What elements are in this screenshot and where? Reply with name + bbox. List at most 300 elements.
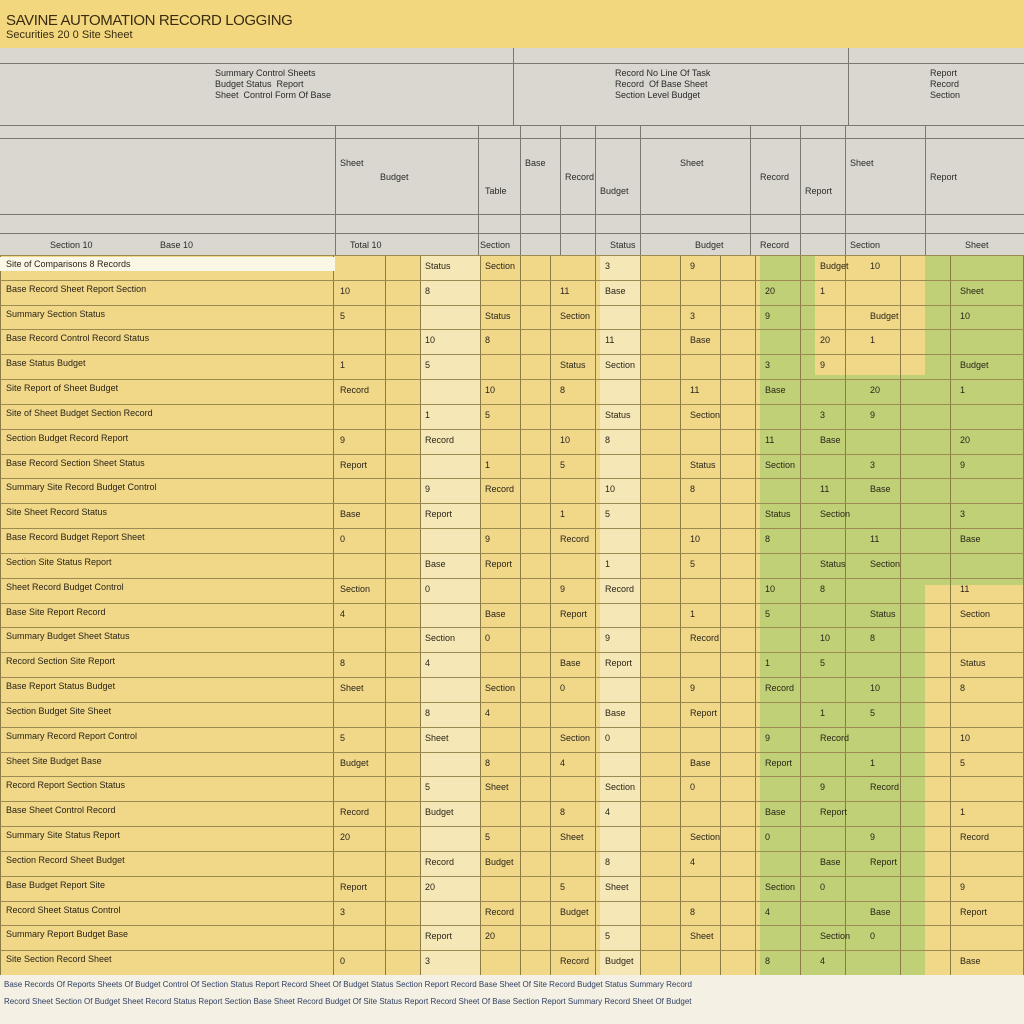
footer-notes: [0, 975, 1024, 1024]
grid-row-line: [0, 901, 1024, 902]
table-cell: 10: [340, 285, 351, 296]
table-cell: 8: [560, 385, 566, 396]
header-group-2: Record No Line Of Task Record Of Base Sheet Section Level Budget: [615, 68, 711, 100]
table-cell: 5: [425, 782, 431, 793]
table-cell: 4: [765, 906, 771, 917]
table-cell: 0: [870, 931, 876, 942]
table-cell: 9: [820, 360, 826, 371]
grid-row-line: [0, 379, 1024, 380]
table-cell: 20: [870, 385, 881, 396]
table-row-label[interactable]: Sheet Record Budget Control: [6, 581, 124, 592]
table-cell: 5: [820, 658, 826, 669]
table-cell: Report: [340, 881, 368, 892]
table-cell: Report: [560, 608, 588, 619]
table-cell: Base: [605, 707, 626, 718]
table-cell: 10: [605, 484, 616, 495]
grid-row-line: [0, 305, 1024, 306]
header-divider: [848, 48, 849, 125]
table-cell: 4: [485, 707, 491, 718]
table-cell: Base: [690, 757, 711, 768]
grid-row-line: [0, 404, 1024, 405]
grid-row-line: [0, 677, 1024, 678]
table-cell: 1: [605, 558, 611, 569]
table-cell: Section: [765, 459, 796, 470]
table-cell: 8: [340, 658, 346, 669]
table-cell: 8: [765, 956, 771, 967]
table-cell: 10: [485, 385, 496, 396]
table-cell: Record: [485, 484, 515, 495]
sub-header-label: Sheet: [965, 240, 989, 250]
document-title: SAVINE AUTOMATION RECORD LOGGING: [6, 12, 293, 29]
table-row-label[interactable]: Record Sheet Status Control: [6, 904, 121, 915]
table-cell: Base: [870, 906, 891, 917]
table-cell: Base: [560, 658, 581, 669]
table-cell: 3: [425, 956, 431, 967]
table-cell: 0: [765, 832, 771, 843]
table-cell: Base: [605, 285, 626, 296]
column-header: Budget: [600, 186, 629, 196]
table-cell: 11: [605, 335, 615, 346]
table-cell: Report: [340, 459, 368, 470]
column-header: Sheet: [340, 158, 364, 168]
table-cell: 1: [340, 360, 346, 371]
grid-column-line: [480, 255, 481, 975]
table-cell: 3: [820, 409, 826, 420]
table-row-label[interactable]: Base Sheet Control Record: [6, 805, 116, 816]
grid-column-line: [845, 255, 846, 975]
header-divider: [640, 125, 641, 255]
table-cell: Section: [690, 409, 721, 420]
table-row-label[interactable]: Base Budget Report Site: [6, 879, 106, 890]
grid-column-line: [0, 255, 1, 975]
table-cell: Record: [960, 832, 990, 843]
table-row-label[interactable]: Section Site Status Report: [6, 556, 112, 567]
table-cell: 1: [820, 285, 826, 296]
table-cell: 0: [560, 683, 566, 694]
header-rule: [0, 125, 1024, 126]
table-cell: 10: [820, 633, 831, 644]
table-cell: 5: [560, 881, 566, 892]
table-cell: Section: [560, 732, 591, 743]
table-cell: Report: [605, 658, 633, 669]
table-cell: 1: [690, 608, 696, 619]
grid-column-line: [900, 255, 901, 975]
table-row-label[interactable]: Section Budget Site Sheet: [6, 705, 112, 716]
table-cell: Record: [560, 956, 590, 967]
table-cell: 20: [340, 832, 351, 843]
table-cell: 20: [425, 881, 436, 892]
table-row-label[interactable]: Summary Record Report Control: [6, 730, 138, 741]
table-cell: 4: [560, 757, 566, 768]
footer-line-2: Record Sheet Section Of Budget Sheet Record Status Report Section Base Sheet Record Budget Of Site Status Report Record Sheet Of Base Section Report Summary Record Sheet Of Budget: [4, 997, 692, 1006]
table-cell: 4: [820, 956, 826, 967]
grid-column-line: [333, 255, 334, 975]
table-cell: Budget: [485, 856, 514, 867]
table-cell: 20: [485, 931, 496, 942]
table-cell: 0: [485, 633, 491, 644]
table-cell: Record: [485, 906, 515, 917]
column-header: Report: [805, 186, 833, 196]
table-cell: 0: [425, 583, 431, 594]
column-header: Table: [485, 186, 507, 196]
table-cell: 1: [820, 707, 826, 718]
table-cell: Budget: [425, 807, 454, 818]
table-cell: 9: [690, 261, 696, 271]
table-cell: 4: [425, 658, 431, 669]
table-cell: Status: [960, 658, 986, 669]
table-cell: Section: [485, 261, 516, 271]
table-cell: Base: [870, 484, 891, 495]
table-cell: Sheet: [560, 832, 584, 843]
table-cell: 5: [960, 757, 966, 768]
table-cell: 3: [765, 360, 771, 371]
table-cell: Record: [605, 583, 635, 594]
sub-header-label: Total 10: [350, 240, 382, 250]
table-cell: Report: [485, 558, 513, 569]
table-cell: 8: [690, 484, 696, 495]
table-cell: 1: [960, 385, 966, 396]
column-header: Report: [930, 172, 958, 182]
table-cell: 3: [605, 261, 611, 271]
table-cell: Base: [960, 956, 981, 967]
column-header: Base: [525, 158, 546, 168]
table-cell: Base: [485, 608, 506, 619]
table-cell: Status: [560, 360, 586, 371]
table-cell: 0: [340, 534, 346, 545]
table-cell: 11: [560, 285, 570, 296]
table-row-label[interactable]: Base Site Report Record: [6, 606, 106, 617]
table-cell: 9: [765, 732, 771, 743]
table-cell: 8: [690, 906, 696, 917]
table-row-label[interactable]: Summary Section Status: [6, 308, 106, 319]
table-cell: 1: [870, 757, 876, 768]
table-cell: 5: [340, 310, 346, 321]
header-divider: [335, 125, 336, 255]
sub-header-label: Section 10: [50, 240, 93, 250]
table-cell: 9: [960, 459, 966, 470]
header-group-3: Report Record Section: [930, 68, 961, 100]
footer-line-1: Base Records Of Reports Sheets Of Budget Control Of Section Status Report Record Sheet Of Budget Status Section Report Record Base Sheet Of Site Record Budget Status Summary Record: [4, 980, 692, 989]
table-cell: Section: [485, 683, 516, 694]
table-cell: 1: [425, 409, 431, 420]
table-cell: Budget: [960, 360, 989, 371]
table-cell: Status: [425, 261, 451, 271]
column-header: Sheet: [680, 158, 704, 168]
table-row-label[interactable]: Section Record Sheet Budget: [6, 854, 125, 865]
table-row-label[interactable]: Sheet Site Budget Base: [6, 755, 102, 766]
header-divider: [800, 125, 801, 255]
grid-column-line: [385, 255, 386, 975]
table-cell: Base: [690, 335, 711, 346]
document-subtitle: Securities 20 0 Site Sheet: [6, 29, 133, 41]
table-cell: 5: [485, 409, 491, 420]
table-cell: 1: [560, 509, 566, 520]
table-cell: 8: [765, 534, 771, 545]
grid-row-line: [0, 603, 1024, 604]
table-row-label[interactable]: Site Section Record Sheet: [6, 954, 112, 965]
column-header: Record: [565, 172, 595, 182]
table-cell: Report: [870, 856, 898, 867]
table-cell: 5: [425, 360, 431, 371]
table-cell: 9: [560, 583, 566, 594]
table-cell: 4: [340, 608, 346, 619]
header-rule: [0, 63, 1024, 64]
table-cell: 10: [765, 583, 776, 594]
table-cell: Report: [960, 906, 988, 917]
grid-row-line: [0, 627, 1024, 628]
grid-row-line: [0, 478, 1024, 479]
grid-row-line: [0, 429, 1024, 430]
table-row-label[interactable]: Site Report of Sheet Budget: [6, 383, 119, 394]
table-cell: 8: [560, 807, 566, 818]
table-cell: Base: [340, 509, 361, 520]
table-cell: Report: [425, 509, 453, 520]
grid-row-line: [0, 354, 1024, 355]
sub-header-label: Section: [480, 240, 511, 250]
grid-row-line: [0, 776, 1024, 777]
grid-row-line: [0, 578, 1024, 579]
table-row-label[interactable]: Site Sheet Record Status: [6, 507, 108, 518]
table-cell: Section: [765, 881, 796, 892]
table-cell: 8: [960, 683, 966, 694]
table-cell: Base: [765, 385, 786, 396]
table-cell: 4: [605, 807, 611, 818]
grid-row-line: [0, 851, 1024, 852]
table-cell: 10: [690, 534, 701, 545]
table-cell: 10: [870, 683, 881, 694]
table-cell: 9: [340, 434, 346, 445]
table-cell: Budget: [605, 956, 634, 967]
table-cell: Record: [820, 732, 850, 743]
grid-row-line: [0, 280, 1024, 281]
table-row-label[interactable]: Summary Site Status Report: [6, 830, 121, 841]
header-rule: [0, 233, 1024, 234]
table-cell: 1: [765, 658, 771, 669]
grid-row-line: [0, 503, 1024, 504]
data-grid: [0, 255, 1024, 975]
header-divider: [595, 125, 596, 255]
table-row-label[interactable]: Base Record Sheet Report Section: [6, 283, 147, 294]
table-cell: 10: [960, 310, 971, 321]
table-cell: 11: [960, 583, 970, 594]
table-cell: 10: [960, 732, 971, 743]
table-cell: Report: [425, 931, 453, 942]
table-cell: 20: [820, 335, 831, 346]
table-cell: Record: [340, 807, 370, 818]
table-cell: Section: [560, 310, 591, 321]
header-rule: [0, 214, 1024, 215]
table-cell: Section: [605, 782, 636, 793]
table-cell: 20: [765, 285, 776, 296]
table-cell: Base: [425, 558, 446, 569]
grid-column-line: [680, 255, 681, 975]
column-header: Budget: [380, 172, 409, 182]
table-cell: 11: [765, 434, 775, 445]
table-row-label[interactable]: Base Status Budget: [6, 358, 86, 369]
table-cell: Sheet: [690, 931, 714, 942]
table-cell: Record: [560, 534, 590, 545]
header-divider: [845, 125, 846, 255]
table-cell: Record: [425, 856, 455, 867]
table-cell: 0: [340, 956, 346, 967]
table-cell: Budget: [870, 310, 899, 321]
table-cell: 11: [690, 385, 700, 396]
grid-row-line: [0, 528, 1024, 529]
header-group-1: Summary Control Sheets Budget Status Report Sheet Control Form Of Base: [215, 68, 332, 100]
table-cell: Record: [765, 683, 795, 694]
table-cell: Budget: [560, 906, 589, 917]
table-cell: 0: [690, 782, 696, 793]
table-cell: 5: [605, 931, 611, 942]
grid-column-line: [595, 255, 596, 975]
table-cell: 10: [425, 335, 436, 346]
header-divider: [560, 125, 561, 255]
table-cell: 1: [870, 335, 876, 346]
grid-column-line: [950, 255, 951, 975]
table-row-label[interactable]: Record Report Section Status: [6, 780, 126, 791]
grid-row-line: [0, 727, 1024, 728]
column-header: Record: [760, 172, 790, 182]
table-cell: 5: [340, 732, 346, 743]
table-cell: 9: [605, 633, 611, 644]
table-cell: Status: [820, 558, 846, 569]
sub-header-label: Record: [760, 240, 790, 250]
table-row-label[interactable]: Site of Sheet Budget Section Record: [6, 407, 153, 418]
table-cell: 8: [425, 285, 431, 296]
table-cell: 4: [690, 856, 696, 867]
header-divider: [520, 125, 521, 255]
table-cell: 3: [960, 509, 966, 520]
table-cell: 9: [485, 534, 491, 545]
table-cell: Section: [870, 558, 901, 569]
table-cell: 9: [960, 881, 966, 892]
grid-row-line: [0, 702, 1024, 703]
table-cell: Record: [870, 782, 900, 793]
table-cell: Section: [820, 509, 851, 520]
sub-header-label: Base 10: [160, 240, 194, 250]
grid-row-line: [0, 925, 1024, 926]
table-row-label[interactable]: Base Report Status Budget: [6, 681, 116, 692]
table-row-label[interactable]: Record Section Site Report: [6, 656, 116, 667]
table-cell: 3: [870, 459, 876, 470]
grid-column-line: [755, 255, 756, 975]
table-cell: 8: [870, 633, 876, 644]
table-cell: Status: [765, 509, 791, 520]
table-cell: 8: [605, 856, 611, 867]
table-row-label[interactable]: Base Record Control Record Status: [6, 333, 150, 344]
table-cell: Section: [690, 832, 721, 843]
table-row-label[interactable]: Summary Report Budget Base: [6, 929, 129, 940]
table-cell: 11: [870, 534, 880, 545]
table-cell: Status: [605, 409, 631, 420]
table-cell: 8: [485, 335, 491, 346]
table-cell: 9: [425, 484, 431, 495]
table-cell: 8: [485, 757, 491, 768]
table-row-label[interactable]: Section Budget Record Report: [6, 432, 129, 443]
table-row-label[interactable]: Base Record Section Sheet Status: [6, 457, 145, 468]
table-cell: 9: [765, 310, 771, 321]
table-cell: 1: [960, 807, 966, 818]
grid-row-line: [0, 553, 1024, 554]
table-row-label[interactable]: Summary Site Record Budget Control: [6, 482, 157, 493]
table-cell: 9: [690, 683, 696, 694]
table-cell: Status: [690, 459, 716, 470]
table-cell: 3: [340, 906, 346, 917]
grid-row-line: [0, 752, 1024, 753]
table-cell: 0: [820, 881, 826, 892]
grid-row-line: [0, 329, 1024, 330]
grid-row-line: [0, 652, 1024, 653]
table-cell: Record: [690, 633, 720, 644]
header-rule: [0, 138, 1024, 139]
table-cell: Section: [340, 583, 371, 594]
grid-row-line: [0, 255, 1024, 256]
grid-column-line: [520, 255, 521, 975]
table-cell: Report: [820, 807, 848, 818]
sub-header-label: Budget: [695, 240, 724, 250]
table-cell: 3: [690, 310, 696, 321]
sub-header-label: Status: [610, 240, 636, 250]
table-cell: 5: [765, 608, 771, 619]
table-cell: 20: [960, 434, 971, 445]
grid-column-line: [720, 255, 721, 975]
table-row-label[interactable]: Base Record Budget Report Sheet: [6, 532, 145, 543]
table-cell: 8: [605, 434, 611, 445]
grid-row-line: [0, 801, 1024, 802]
table-cell: Budget: [340, 757, 369, 768]
table-cell: Sheet: [605, 881, 629, 892]
table-row-label[interactable]: Site of Comparisons 8 Records: [6, 259, 131, 269]
header-divider: [925, 125, 926, 255]
table-cell: Section: [960, 608, 991, 619]
table-cell: 11: [820, 484, 830, 495]
table-cell: 9: [820, 782, 826, 793]
table-cell: Section: [605, 360, 636, 371]
table-cell: Status: [870, 608, 896, 619]
table-cell: 8: [425, 707, 431, 718]
table-cell: Budget: [820, 261, 849, 271]
grid-column-line: [420, 255, 421, 975]
table-cell: 10: [870, 261, 881, 271]
table-cell: 9: [870, 832, 876, 843]
table-cell: Record: [425, 434, 455, 445]
header-divider: [478, 125, 479, 255]
sub-header-label: Section: [850, 240, 881, 250]
column-header: Sheet: [850, 158, 874, 168]
table-cell: Base: [820, 856, 841, 867]
table-cell: Section: [425, 633, 456, 644]
table-cell: Base: [960, 534, 981, 545]
header-divider: [750, 125, 751, 255]
table-cell: 5: [870, 707, 876, 718]
table-row-label[interactable]: Summary Budget Sheet Status: [6, 631, 130, 642]
grid-row-line: [0, 826, 1024, 827]
grid-column-line: [550, 255, 551, 975]
title-band: [0, 0, 1024, 48]
table-cell: Sheet: [425, 732, 449, 743]
table-cell: 8: [820, 583, 826, 594]
table-cell: Status: [485, 310, 511, 321]
grid-row-line: [0, 876, 1024, 877]
table-cell: Section: [820, 931, 851, 942]
table-header: [0, 48, 1024, 255]
table-cell: Sheet: [340, 683, 364, 694]
header-divider: [513, 48, 514, 125]
table-cell: 5: [560, 459, 566, 470]
table-cell: Record: [340, 385, 370, 396]
grid-row-line: [0, 454, 1024, 455]
table-cell: 0: [605, 732, 611, 743]
